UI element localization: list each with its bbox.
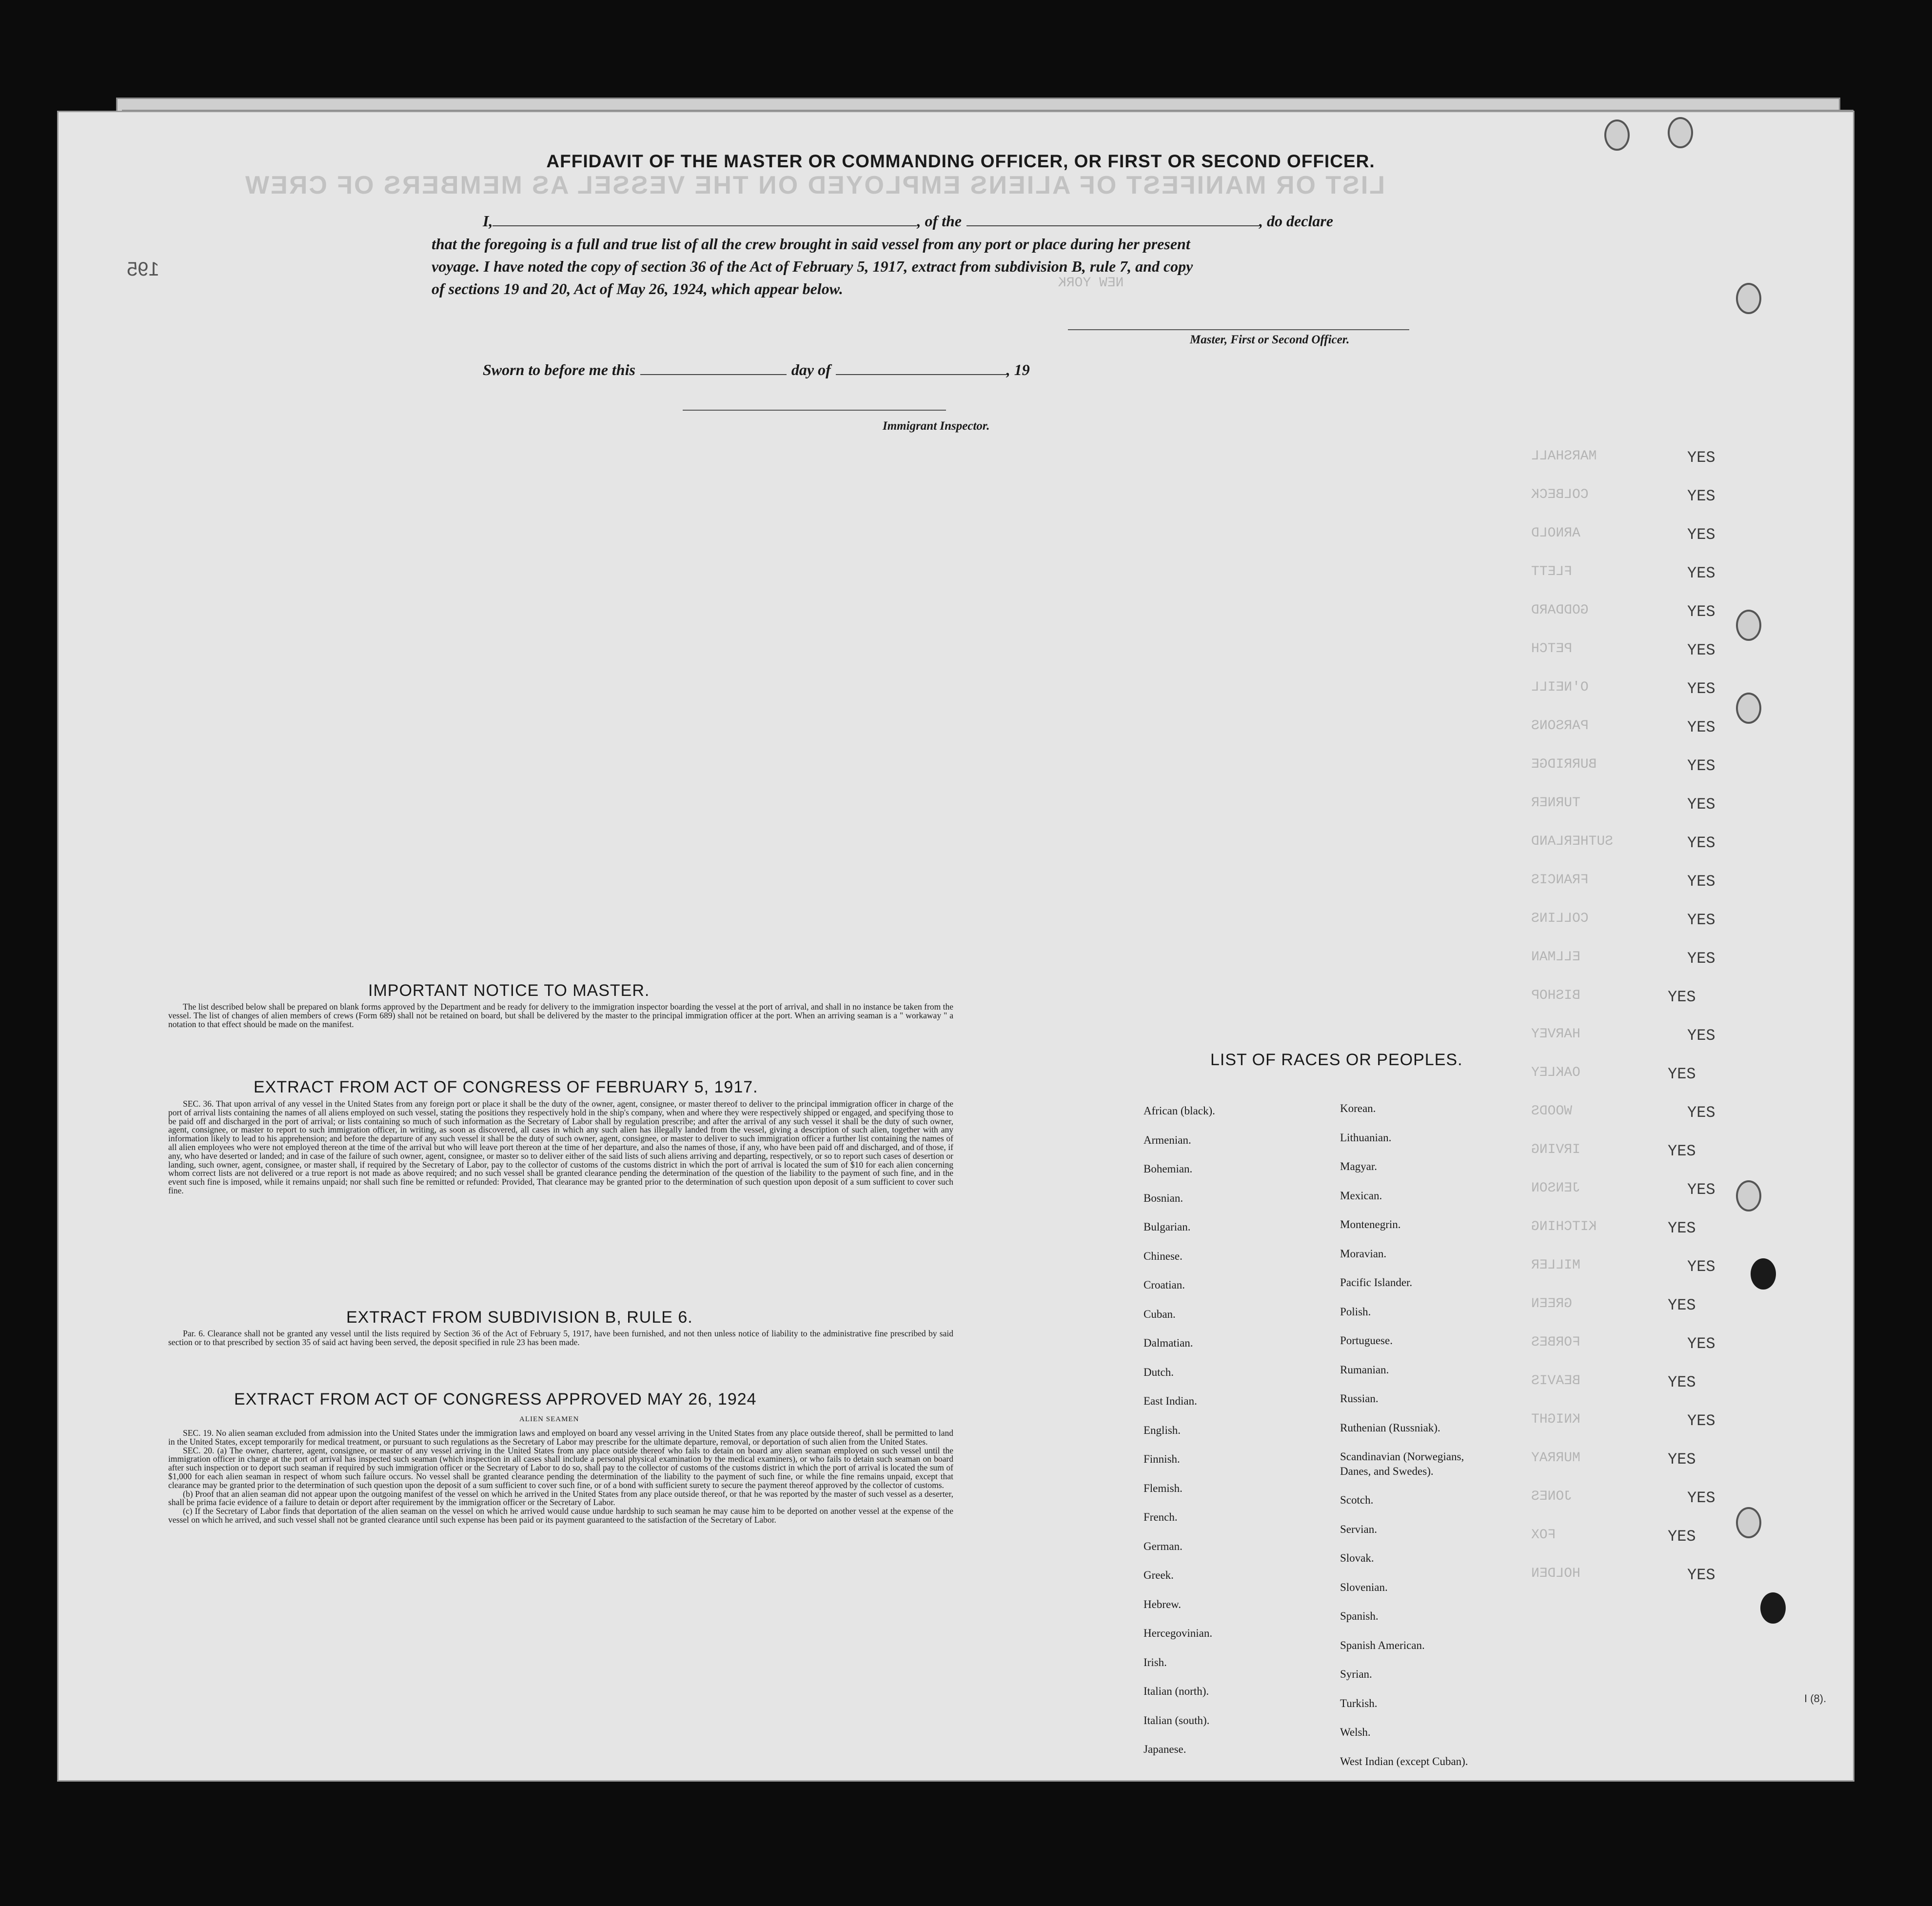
race-item: Magyar. (1340, 1160, 1378, 1172)
bleed-through-surname: FRANCIS (1531, 873, 1589, 888)
affidavit-line-2: that the foregoing is a full and true list of all the crew brought in said vessel from any port or place during her present (432, 235, 1190, 253)
yes-mark: YES (1668, 1528, 1696, 1546)
race-item: Cuban. (1143, 1308, 1176, 1320)
race-item: Slovenian. (1340, 1581, 1388, 1593)
bleed-through-surname: WOODS (1531, 1104, 1573, 1119)
binding-hole (1736, 1507, 1761, 1538)
race-item: Hebrew. (1143, 1598, 1182, 1610)
race-item: German. (1143, 1540, 1183, 1552)
race-item: Slovak. (1340, 1552, 1374, 1565)
binding-hole (1736, 283, 1761, 314)
sec-20a-text: SEC. 20. (a) The owner, charterer, agent, consignee, or master of any vessel arriving in the United States from any place outside thereof who fails to detain on board any alien seaman employed on such vessel until the immigration officer in charge at the port of arrival has inspected such seaman (which inspection in all cases shall include a personal physical examination by the medical examiners), or who fails to detain such seaman on board after such inspection or to deport such seaman if required by such immigration officer or the Secretary of Labor to do so, shall pay to the collector of customs of the customs district in which the port of arrival is located the sum of $1,000 for each alien seaman in respect of whom such failure occurs. No vessel shall be granted clearance pending the determination of the liability to the payment of such fine, or while the fine remains unpaid, except that clearance may be granted prior to the determination of such question upon the deposit of a sum sufficient to cover such fine, or of a bond with sufficient surety to secure the payment thereof approved by the collector of customs. (168, 1445, 953, 1490)
bleed-through-port: NEW YORK (1058, 276, 1124, 291)
race-item: Scotch. (1340, 1494, 1374, 1507)
bleed-through-surname: O'NEILL (1531, 680, 1589, 695)
sec-19-text: SEC. 19. No alien seaman excluded from admission into the United States under the immigration laws and employed on board any vessel arriving in the United States from any place outside thereof, shall be permitted to land in the United States, except temporarily for medical treatment, or pursuant to such regulations as the Secretary of Labor may prescribe for the ultimate departure, removal, or deportation of such alien from the United States. (168, 1428, 953, 1447)
bleed-through-surname: OAKLEY (1531, 1065, 1580, 1080)
bleed-through-surname: ARNOLD (1531, 526, 1580, 541)
extract-rule6-title: EXTRACT FROM SUBDIVISION B, RULE 6. (346, 1308, 693, 1327)
bleed-through-surname: BISHOP (1531, 988, 1580, 1003)
binding-hole (1736, 1180, 1761, 1211)
manifest-page (59, 112, 1853, 1780)
race-item: Bulgarian. (1143, 1221, 1191, 1233)
master-name-field[interactable] (493, 214, 917, 226)
sec-20b-text: (b) Proof that an alien seaman did not appear upon the outgoing manifest of the vessel on which he arrived in the United States from any place outside thereof, or that he was reported by the master of such vessel as a deserter, shall be prima facie evidence of a failure to detain or deport after requirement by the immigration officer or the Secretary of Labor. (168, 1489, 953, 1508)
race-item: Lithuanian. (1340, 1131, 1392, 1144)
bleed-through-surname: MARSHALL (1531, 449, 1597, 464)
race-item: Mexican. (1340, 1189, 1382, 1202)
sec-20c-text: (c) If the Secretary of Labor finds that deportation of the alien seaman on the vessel on which he arrived would cause undue hardship to such seaman he may cause him to be deported on another vessel at the expense of the vessel on which he arrived, and such vessel shall not be granted clearance until such expense has been paid or its payment guaranteed to the satisfaction of the Secretary of Labor. (168, 1506, 953, 1525)
race-item: Finnish. (1143, 1453, 1180, 1465)
race-item: Flemish. (1143, 1482, 1183, 1494)
binding-hole (1736, 693, 1761, 724)
race-item: Bohemian. (1143, 1163, 1193, 1175)
sworn-line: Sworn to before me this day of , 19 (483, 361, 1030, 378)
race-item: West Indian (except Cuban). (1340, 1755, 1468, 1767)
race-item: Syrian. (1340, 1668, 1372, 1681)
bleed-through-surname: KNIGHT (1531, 1412, 1580, 1427)
race-item: Italian (south). (1143, 1714, 1210, 1727)
race-item: Montenegrin. (1340, 1218, 1401, 1231)
yes-mark: YES (1668, 1450, 1696, 1469)
affidavit-title: AFFIDAVIT OF THE MASTER OR COMMANDING OFFICER, OR FIRST OR SECOND OFFICER. (546, 151, 1375, 171)
inspector-signature-line[interactable] (683, 410, 946, 411)
race-item: Greek. (1143, 1569, 1174, 1581)
affidavit-line-3: voyage. I have noted the copy of section 36 of the Act of February 5, 1917, extract from subdivision B, rule 7, and copy (432, 258, 1193, 275)
bleed-through-surname: GREEN (1531, 1296, 1573, 1311)
yes-mark: YES (1687, 641, 1715, 659)
yes-mark: YES (1687, 1027, 1715, 1045)
extract-1917-body: SEC. 36. That upon arrival of any vessel in the United States from any foreign port or place it shall be the duty of the owner, agent, consignee, or master thereof to deliver to the principal immigration officer in charge of the port of arrival lists containing the names of all aliens employed on such vessel, stating the positions they respectively hold in the ship's company, when and where they were respectively shipped or engaged, and specifying those to be paid off and discharged in the port of arrival; or lists containing so much of such information as the Secretary of Labor shall by regulation prescribe; and after the arrival of any such vessel it shall be the duty of such owner, agent, consignee, or master to report to such immigration officer, in writing, as soon as discovered, all cases in which any such alien has illegally landed from the vessel, giving a description of such alien, together with any information likely to lead to his apprehension; and before the departure of any such vessel it shall be the duty of such owner, agent, consignee, or master to deliver to such immigration officer a further list containing the names of all alien employees who were not employed thereon at the time of the arrival but who will leave port thereon at the time of her departure, and also the names of those, if any, who have been paid off and discharged, and of those, if any, who have deserted or landed; and in case of the failure of such owner, agent, consignee, or master so to deliver either of the said lists of such aliens arriving and departing, respectively, or so to report such cases of desertion or landing, such owner, agent, consignee, or master shall, if required by the Secretary of Labor, pay to the collector of customs of the customs district in which the port of arrival is located the sum of $10 for each alien concerning whom correct lists are not delivered or a true report is not made as above required; and no such vessel shall be granted clearance pending the determination of the question of the liability to the payment of such fine, and in the event such fine is imposed, while it remains unpaid; nor shall such fine be remitted or refunded: Provided, That clearance may be granted prior to the determination of such question upon deposit of a sum sufficient to cover such fine. (168, 1099, 953, 1195)
binding-hole (1668, 117, 1693, 148)
race-item: Spanish American. (1340, 1639, 1425, 1651)
extract-1924-title: EXTRACT FROM ACT OF CONGRESS APPROVED MAY 26, 1924 (234, 1390, 757, 1409)
yes-mark: YES (1687, 680, 1715, 698)
race-item: Bosnian. (1143, 1191, 1183, 1204)
race-item: Turkish. (1340, 1697, 1378, 1709)
yes-mark: YES (1687, 950, 1715, 968)
race-item: Portuguese. (1340, 1334, 1393, 1347)
race-item: African (black). (1143, 1105, 1215, 1117)
notice-title: IMPORTANT NOTICE TO MASTER. (368, 981, 650, 1000)
notice-body: The list described below shall be prepared on blank forms approved by the Department and be ready for delivery to the immigration inspector boarding the vessel at the port of arrival, and shall in no instance be taken from the vessel. The list of changes of alien members of crews (Form 689) shall not be retained on board, but shall be delivered by the master to the principal immigration officer at the port. When an arriving seaman is a " workaway " a notation to that effect should be made on the manifest. (168, 1002, 953, 1029)
signature-caption: Master, First or Second Officer. (1190, 333, 1350, 346)
inspector-caption: Immigrant Inspector. (883, 419, 990, 433)
yes-mark: YES (1687, 526, 1715, 544)
race-item: Italian (north). (1143, 1685, 1209, 1697)
race-item: Russian. (1340, 1392, 1379, 1405)
sworn-day-field[interactable] (640, 362, 787, 375)
race-item: Welsh. (1340, 1726, 1371, 1739)
bleed-through-surname: COLLINS (1531, 911, 1589, 926)
race-item: Chinese. (1143, 1250, 1183, 1262)
bleed-through-surname: FOX (1531, 1528, 1556, 1543)
yes-mark: YES (1687, 795, 1715, 814)
race-item: Japanese. (1143, 1743, 1186, 1755)
yes-mark: YES (1687, 1566, 1715, 1584)
bleed-through-surname: FLETT (1531, 564, 1573, 579)
yes-mark: YES (1687, 487, 1715, 505)
binding-hole (1736, 610, 1761, 641)
race-item: Spanish. (1340, 1610, 1379, 1623)
yes-mark: YES (1668, 1296, 1696, 1314)
yes-mark: YES (1687, 1181, 1715, 1199)
race-item: Hercegovinian. (1143, 1627, 1213, 1639)
yes-mark: YES (1668, 1373, 1696, 1391)
yes-mark: YES (1687, 873, 1715, 891)
yes-mark: YES (1687, 834, 1715, 852)
yes-mark: YES (1687, 603, 1715, 621)
yes-mark: YES (1668, 988, 1696, 1006)
race-item: Dutch. (1143, 1366, 1174, 1378)
bleed-through-surname: BEAVIS (1531, 1373, 1580, 1389)
race-item: Irish. (1143, 1656, 1167, 1668)
race-item: French. (1143, 1511, 1178, 1523)
affidavit-line-1: I, , of the , do declare (483, 212, 1333, 230)
bleed-through-surname: ELLMAN (1531, 950, 1580, 965)
race-item: Armenian. (1143, 1133, 1191, 1146)
bleed-through-surname: TURNER (1531, 795, 1580, 811)
bleed-through-surname: HOLDEN (1531, 1566, 1580, 1581)
vessel-name-field[interactable] (966, 214, 1259, 226)
race-item: Rumanian. (1340, 1363, 1389, 1376)
yes-mark: YES (1687, 449, 1715, 467)
extract-rule6-body: Par. 6. Clearance shall not be granted any vessel until the lists required by Section 36 of the Act of February 5, 1917, have been furnished, and not then unless notice of liability to the administrative fine prescribed by said section or to that prescribed by section 35 of said act having been served, the deposit specified in rule 23 has been made. (168, 1329, 953, 1347)
bleed-through-surname: JONES (1531, 1489, 1573, 1504)
bleed-through-surname: BURRIDGE (1531, 757, 1597, 772)
race-item: East Indian. (1143, 1395, 1197, 1407)
extract-1917-title: EXTRACT FROM ACT OF CONGRESS OF FEBRUARY 5, 1917. (254, 1078, 758, 1096)
yes-mark: YES (1687, 757, 1715, 775)
bleed-through-surname: HARVEY (1531, 1027, 1580, 1042)
bleed-through-surname: COLBECK (1531, 487, 1589, 502)
races-title: LIST OF RACES OR PEOPLES. (1210, 1051, 1463, 1069)
extract-1924-subtitle: ALIEN SEAMEN (519, 1415, 579, 1423)
binding-hole (1751, 1258, 1776, 1290)
race-item: Croatian. (1143, 1279, 1185, 1291)
race-item: Scandinavian (Norwegians, (1340, 1450, 1464, 1463)
race-item: Danes, and Swedes). (1340, 1465, 1434, 1477)
bleed-through-surname: FORBES (1531, 1335, 1580, 1350)
form-number: I (8). (1804, 1692, 1827, 1705)
yes-mark: YES (1687, 564, 1715, 582)
bleed-through-surname: PARSONS (1531, 718, 1589, 734)
sworn-month-field[interactable] (836, 362, 1006, 375)
bleed-through-surname: SUTHERLAND (1531, 834, 1614, 849)
race-item: Korean. (1340, 1102, 1376, 1114)
race-item: Pacific Islander. (1340, 1276, 1413, 1289)
yes-mark: YES (1687, 718, 1715, 736)
page-number: 195 (127, 258, 159, 280)
yes-mark: YES (1687, 1489, 1715, 1507)
affidavit-line-4: of sections 19 and 20, Act of May 26, 1924, which appear below. (432, 280, 843, 298)
race-item: English. (1143, 1424, 1181, 1436)
extract-1924-body (168, 1429, 953, 1525)
bleed-through-surname: JENSON (1531, 1181, 1580, 1196)
race-item: Polish. (1340, 1305, 1371, 1318)
yes-mark: YES (1668, 1219, 1696, 1237)
yes-mark: YES (1687, 1335, 1715, 1353)
yes-mark: YES (1668, 1142, 1696, 1160)
signature-line[interactable] (1068, 329, 1409, 330)
yes-mark: YES (1668, 1065, 1696, 1083)
yes-mark: YES (1687, 1104, 1715, 1122)
bleed-through-surname: PETCH (1531, 641, 1573, 656)
bleed-through-header: LIST OR MANIFEST OF ALIENS EMPLOYED ON THE VESSEL AS MEMBERS OF CREW (244, 171, 1385, 199)
binding-hole (1604, 119, 1630, 151)
race-item: Servian. (1340, 1523, 1378, 1535)
binding-hole (1760, 1592, 1786, 1624)
yes-mark: YES (1687, 911, 1715, 929)
race-item: Ruthenian (Russniak). (1340, 1421, 1440, 1434)
yes-mark: YES (1687, 1412, 1715, 1430)
bleed-through-surname: MILLER (1531, 1258, 1580, 1273)
bleed-through-surname: GODDARD (1531, 603, 1589, 618)
yes-mark: YES (1687, 1258, 1715, 1276)
bleed-through-surname: MURRAY (1531, 1450, 1580, 1466)
race-item: Dalmatian. (1143, 1337, 1193, 1349)
race-item: Moravian. (1340, 1247, 1387, 1260)
bleed-through-surname: IRVING (1531, 1142, 1580, 1157)
bleed-through-surname: KITCHING (1531, 1219, 1597, 1234)
